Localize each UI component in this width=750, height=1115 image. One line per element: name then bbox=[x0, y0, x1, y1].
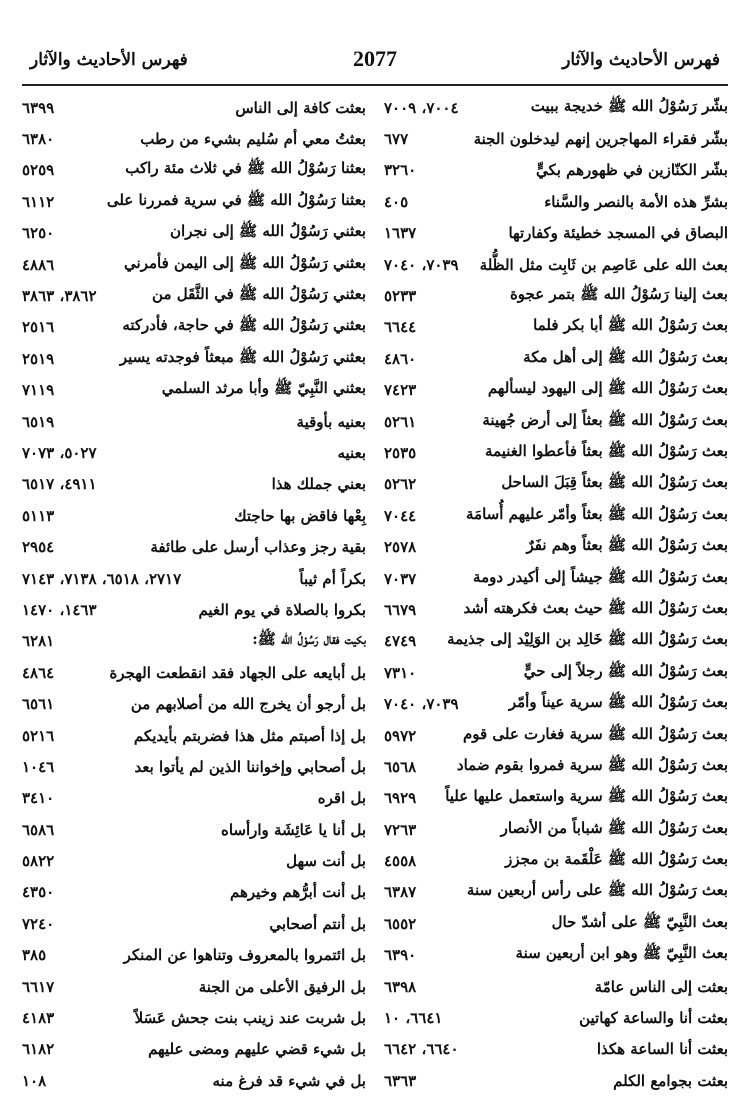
left-column bbox=[22, 92, 366, 1102]
entry-text: بعث رَسُوْلُ الله ﷺ أبا بكر فلما bbox=[533, 316, 728, 335]
index-entry bbox=[384, 783, 728, 814]
index-entry bbox=[384, 280, 728, 311]
index-entry bbox=[22, 92, 366, 123]
entry-text: بعني جملك هذا bbox=[271, 475, 366, 494]
index-entry bbox=[384, 563, 728, 594]
entry-reference-numbers: ٦٦٤٤ bbox=[384, 318, 417, 337]
entry-reference-numbers: ١٠٨ bbox=[22, 1071, 47, 1090]
index-entry bbox=[22, 720, 366, 751]
entry-reference-numbers: ٢٥٧٨ bbox=[384, 538, 417, 557]
entry-text: بعث رَسُوْلُ الله ﷺ إلى أهل مكة bbox=[523, 347, 728, 366]
entry-reference-numbers: ٥١١٣ bbox=[22, 506, 55, 525]
index-entry bbox=[384, 218, 728, 249]
entry-reference-numbers: ٦٥٨٦ bbox=[22, 820, 55, 839]
entry-reference-numbers: ١٤٦٣، ١٤٧٠ bbox=[22, 600, 97, 619]
entry-text: بل إذا أصبتم مثل هذا فضربتم بأيديكم bbox=[133, 726, 366, 745]
index-entry bbox=[22, 312, 366, 343]
entry-text: بل في شيء قد فرغ منه bbox=[212, 1071, 366, 1090]
entry-reference-numbers: ٧١١٩ bbox=[22, 381, 55, 400]
index-entry bbox=[22, 783, 366, 814]
index-entry bbox=[384, 971, 728, 1002]
entry-reference-numbers: ٧٤٢٣ bbox=[384, 381, 417, 400]
entry-text: بل أنا يا عَائِشَة وارأساه bbox=[220, 820, 366, 839]
entry-reference-numbers: ٢٥١٦ bbox=[22, 318, 55, 337]
index-entry bbox=[22, 908, 366, 939]
entry-reference-numbers: ٦١١٢ bbox=[22, 192, 55, 211]
entry-text: بعث النَّبِيّ ﷺ وهو ابن أربعين سنة bbox=[515, 944, 728, 963]
entry-reference-numbers: ٦٣٩٠ bbox=[384, 946, 417, 965]
entry-reference-numbers: ٢٥٣٥ bbox=[384, 443, 417, 462]
index-entry bbox=[22, 155, 366, 186]
entry-text: بعثت أنا الساعة هكذا bbox=[596, 1040, 728, 1059]
entry-text: بعثت إلى الناس عامّة bbox=[594, 977, 728, 996]
index-entry bbox=[384, 657, 728, 688]
entry-text: بقية رجز وعذاب أرسل على طائفة bbox=[150, 538, 366, 557]
index-entry bbox=[384, 1002, 728, 1033]
index-entry bbox=[22, 971, 366, 1002]
entry-text: بل اقره bbox=[317, 789, 366, 808]
index-entry bbox=[22, 123, 366, 154]
entry-reference-numbers: ٤٨٦٠ bbox=[384, 349, 417, 368]
index-entry bbox=[22, 186, 366, 217]
index-entry bbox=[384, 626, 728, 657]
index-entry bbox=[22, 594, 366, 625]
entry-reference-numbers: ٧٢٦٣ bbox=[384, 820, 417, 839]
index-entry bbox=[384, 531, 728, 562]
index-entry bbox=[22, 469, 366, 500]
entry-text: بل الرفيق الأعلى من الجنة bbox=[198, 977, 366, 996]
entry-text: بعث الله على عَاصِم بن ثَابِت مثل الظُّلة bbox=[479, 255, 728, 274]
index-entry bbox=[384, 720, 728, 751]
entry-reference-numbers: ١٦٣٧ bbox=[384, 224, 417, 243]
index-entry bbox=[384, 469, 728, 500]
entry-reference-numbers: ٣٢٦٠ bbox=[384, 161, 417, 180]
entry-text: بعنيه bbox=[337, 443, 366, 462]
running-title-right: فهرس الأحاديث والآثار bbox=[562, 50, 720, 70]
entry-reference-numbers: ٤٣٥٠ bbox=[22, 883, 55, 902]
entry-reference-numbers: ٥٩٧٢ bbox=[384, 726, 417, 745]
entry-reference-numbers: ٥٢٦٢ bbox=[384, 475, 417, 494]
index-entry bbox=[384, 123, 728, 154]
entry-reference-numbers: ٤٩١١، ٦٥١٧ bbox=[22, 475, 97, 494]
index-entry bbox=[384, 343, 728, 374]
entry-text: بعث رَسُوْلُ الله ﷺ سرية فمروا بقوم ضماد bbox=[456, 755, 728, 774]
index-entry bbox=[22, 1065, 366, 1096]
entry-text: بشّر فقراء المهاجرين إنهم ليدخلون الجنة bbox=[473, 130, 728, 149]
entry-reference-numbers: ٥٢١٦ bbox=[22, 726, 55, 745]
index-entry bbox=[384, 375, 728, 406]
entry-text: بشرِّ هذه الأمة بالنصر والسَّناء bbox=[544, 192, 728, 211]
entry-text: بعثنا رَسُوْلُ الله ﷺ في ثلاث مئة راكب bbox=[125, 159, 366, 178]
entry-reference-numbers: ٣٨٦٢، ٣٨٦٣ bbox=[22, 287, 97, 306]
entry-text: بل أنتم أصحابي bbox=[269, 914, 366, 933]
entry-text: بعث رَسُوْلُ الله ﷺ عَلْقَمة بن مجزز bbox=[505, 850, 728, 869]
index-entry bbox=[22, 626, 366, 657]
index-entry bbox=[22, 280, 366, 311]
entry-text: بعثني رَسُوْلُ الله ﷺ إلى نجران bbox=[170, 222, 366, 241]
page-number: 2077 bbox=[353, 46, 397, 71]
index-entry bbox=[384, 845, 728, 876]
entry-reference-numbers: ٦٥٥٢ bbox=[384, 914, 417, 933]
entry-text: بكروا بالصلاة في يوم الغيم bbox=[198, 600, 366, 619]
entry-text: بل شربت عند زينب بنت جحش عَسَلاً bbox=[134, 1009, 366, 1028]
entry-reference-numbers: ٦٥١٩ bbox=[22, 412, 55, 431]
entry-text: بعث رَسُوْلُ الله ﷺ سرية عيناً وأمّر bbox=[508, 693, 728, 712]
index-columns bbox=[22, 92, 728, 1102]
index-entry bbox=[22, 218, 366, 249]
entry-reference-numbers: ٥٢٦١ bbox=[384, 412, 417, 431]
entry-text: بعثني رَسُوْلُ الله ﷺ في الثَّقَل من bbox=[152, 285, 366, 304]
entry-text: بعث رَسُوْلُ الله ﷺ بعثاً وأمّر عليهم أُسامَة bbox=[466, 504, 728, 523]
entry-reference-numbers: ٢٥١٩ bbox=[22, 349, 55, 368]
entry-text: بعث رَسُوْلُ الله ﷺ حيث بعث فكرهته أشد bbox=[463, 598, 728, 617]
entry-text: بعث رَسُوْلُ الله ﷺ سرية فغارت على قوم bbox=[462, 724, 728, 743]
index-entry bbox=[384, 688, 728, 719]
index-entry bbox=[384, 751, 728, 782]
entry-text: بعث رَسُوْلُ الله ﷺ بعثاً إلى أرض جُهينة bbox=[482, 410, 728, 429]
entry-reference-numbers: ٧٢٤٠ bbox=[22, 914, 55, 933]
entry-text: بل أبايعه على الجهاد فقد انقطعت الهجرة bbox=[109, 663, 366, 682]
index-entry bbox=[22, 751, 366, 782]
index-entry bbox=[22, 1034, 366, 1065]
entry-reference-numbers: ٦١٨٢ bbox=[22, 1040, 55, 1059]
entry-text: بشّر الكنّازين في ظهورهم بكيٍّ bbox=[535, 161, 728, 180]
index-entry bbox=[22, 437, 366, 468]
right-column bbox=[384, 92, 728, 1102]
index-entry bbox=[22, 531, 366, 562]
entry-text: بل أرجو أن يخرج الله من أصلابهم من bbox=[130, 695, 366, 714]
entry-reference-numbers: ٦٥٦٨ bbox=[384, 757, 417, 776]
entry-text: بكيت فقال رَسُوْلُ الله ﷺ: bbox=[252, 630, 366, 649]
entry-text: بعثت أنا والساعة كهاتين bbox=[579, 1009, 728, 1028]
index-entry bbox=[22, 657, 366, 688]
entry-text: بعث رَسُوْلُ الله ﷺ بعثاً قِبَلَ الساحل bbox=[501, 473, 728, 492]
entry-text: بعث رَسُوْلُ الله ﷺ جيشاً إلى أكيدر دومة bbox=[473, 567, 728, 586]
entry-text: بكراً أم ثيباً bbox=[299, 569, 366, 588]
entry-text: بعثت كافة إلى الناس bbox=[235, 98, 366, 117]
entry-text: بعثتُ معي أم سُليم بشيء من رطب bbox=[140, 130, 366, 149]
entry-text: بل شيء قضي عليهم ومضى عليهم bbox=[148, 1040, 366, 1059]
index-entry bbox=[384, 406, 728, 437]
entry-text: بعثني النَّبِيّ ﷺ وأبا مرثد السلمي bbox=[161, 379, 366, 398]
entry-reference-numbers: ٧٠٤٤ bbox=[384, 506, 417, 525]
index-entry bbox=[384, 249, 728, 280]
index-entry bbox=[22, 343, 366, 374]
index-entry bbox=[384, 312, 728, 343]
index-entry bbox=[384, 186, 728, 217]
entry-text: بعث رَسُوْلُ الله ﷺ على رأس أربعين سنة bbox=[466, 881, 728, 900]
entry-reference-numbers: ٤١٨٣ bbox=[22, 1009, 55, 1028]
entry-text: بل أنت أبرُّهم وخيرهم bbox=[230, 883, 366, 902]
entry-text: بل ائتمروا بالمعروف وتناهوا عن المنكر bbox=[123, 946, 366, 965]
entry-reference-numbers: ٦٦٤٠، ٦٦٤٢ bbox=[384, 1040, 459, 1059]
entry-reference-numbers: ٥٢٥٩ bbox=[22, 161, 55, 180]
entry-reference-numbers: ٤٧٤٩ bbox=[384, 632, 417, 651]
entry-reference-numbers: ٦٧٧ bbox=[384, 130, 409, 149]
entry-reference-numbers: ٣٤١٠ bbox=[22, 789, 55, 808]
entry-reference-numbers: ٦٣٩٨ bbox=[384, 977, 417, 996]
entry-reference-numbers: ٤٨٦٤ bbox=[22, 663, 55, 682]
running-title-left: فهرس الأحاديث والآثار bbox=[30, 50, 188, 70]
entry-reference-numbers: ٦٦١٧ bbox=[22, 977, 55, 996]
entry-text: بل أنت سهل bbox=[286, 852, 366, 871]
index-entry bbox=[384, 1034, 728, 1065]
entry-text: بِعْها فاقض بها حاجتك bbox=[234, 506, 366, 525]
index-entry bbox=[22, 1002, 366, 1033]
entry-reference-numbers: ٤٨٨٦ bbox=[22, 255, 55, 274]
entry-reference-numbers: ٧٣١٠ bbox=[384, 663, 417, 682]
entry-text: بعثنا رَسُوْلُ الله ﷺ في سرية فمررنا على bbox=[106, 190, 366, 209]
entry-text: بعث النَّبِيّ ﷺ على أشدّ حال bbox=[551, 912, 728, 931]
entry-reference-numbers: ٥٠٢٧، ٧٠٧٣ bbox=[22, 443, 97, 462]
entry-text: بل أصحابي وإخواننا الذين لم يأتوا بعد bbox=[134, 757, 366, 776]
entry-reference-numbers: ٧٠٠٤، ٧٠٠٩ bbox=[384, 98, 459, 117]
entry-reference-numbers: ٥٨٢٢ bbox=[22, 852, 55, 871]
entry-reference-numbers: ٦٦٧٩ bbox=[384, 600, 417, 619]
index-entry bbox=[384, 814, 728, 845]
entry-reference-numbers: ٦٢٨١ bbox=[22, 632, 55, 651]
index-entry bbox=[22, 688, 366, 719]
entry-reference-numbers: ١٠٤٦ bbox=[22, 757, 55, 776]
index-entry bbox=[22, 877, 366, 908]
entry-reference-numbers: ٥٢٣٣ bbox=[384, 287, 417, 306]
entry-text: بشّر رَسُوْلُ الله ﷺ خديجة ببيت bbox=[530, 96, 728, 115]
index-entry bbox=[22, 249, 366, 280]
entry-text: بعثت بجوامع الكلم bbox=[613, 1071, 728, 1090]
entry-text: بعثني رَسُوْلُ الله ﷺ مبعثاً فوجدته يسير bbox=[119, 347, 366, 366]
entry-text: بعث رَسُوْلُ الله ﷺ رجلاً إلى حيٍّ bbox=[523, 661, 728, 680]
entry-reference-numbers: ٧٠٣٧ bbox=[384, 569, 417, 588]
index-entry bbox=[22, 814, 366, 845]
entry-text: بعث إلينا رَسُوْلُ الله ﷺ بتمر عجوة bbox=[509, 285, 728, 304]
entry-text: بعث رَسُوْلُ الله ﷺ شباباً من الأنصار bbox=[500, 818, 728, 837]
entry-text: بعث رَسُوْلُ الله ﷺ خَالِد بن الوَلِيْد إلى جذيمة bbox=[447, 630, 728, 649]
index-entry bbox=[22, 845, 366, 876]
entry-text: بعث رَسُوْلُ الله ﷺ بعثاً وهم نفَرٌ bbox=[526, 536, 728, 555]
index-entry bbox=[22, 563, 366, 594]
entry-reference-numbers: ٧٠٣٩، ٧٠٤٠ bbox=[384, 255, 459, 274]
index-entry bbox=[384, 500, 728, 531]
entry-reference-numbers: ٤٥٥٨ bbox=[384, 852, 417, 871]
entry-reference-numbers: ٦٥٦١ bbox=[22, 695, 55, 714]
index-entry bbox=[384, 908, 728, 939]
entry-reference-numbers: ٢٧١٧، ٦٥١٨، ٧١٣٨، ٧١٤٣ bbox=[22, 569, 182, 588]
entry-text: البصاق في المسجد خطيئة وكفارتها bbox=[508, 224, 728, 243]
entry-reference-numbers: ٣٨٥ bbox=[22, 946, 47, 965]
index-entry bbox=[384, 1065, 728, 1096]
entry-text: بعث رَسُوْلُ الله ﷺ بعثاً فأعطوا الغنيمة bbox=[485, 441, 728, 460]
index-entry bbox=[384, 437, 728, 468]
entry-reference-numbers: ٦٦٤١، ١٠ bbox=[384, 1009, 443, 1028]
entry-reference-numbers: ٤٠٥ bbox=[384, 192, 409, 211]
index-entry bbox=[22, 940, 366, 971]
index-entry bbox=[384, 92, 728, 123]
entry-text: بعنيه بأوقية bbox=[296, 412, 366, 431]
entry-reference-numbers: ٦٣٨٧ bbox=[384, 883, 417, 902]
page-header bbox=[22, 40, 728, 86]
entry-text: بعثني رَسُوْلُ الله ﷺ إلى اليمن فأمرني bbox=[124, 253, 366, 272]
index-entry bbox=[384, 155, 728, 186]
entry-reference-numbers: ٢٩٥٤ bbox=[22, 538, 55, 557]
index-entry bbox=[22, 375, 366, 406]
index-entry bbox=[384, 877, 728, 908]
index-entry bbox=[384, 940, 728, 971]
entry-reference-numbers: ٦٩٢٩ bbox=[384, 789, 417, 808]
entry-reference-numbers: ٦٢٥٠ bbox=[22, 224, 55, 243]
entry-text: بعثني رَسُوْلُ الله ﷺ في حاجة، فأدركته bbox=[122, 316, 366, 335]
entry-text: بعث رَسُوْلُ الله ﷺ إلى اليهود ليسألهم bbox=[487, 379, 728, 398]
entry-reference-numbers: ٧٠٣٩، ٧٠٤٠ bbox=[384, 695, 459, 714]
entry-reference-numbers: ٦٣٩٩ bbox=[22, 98, 55, 117]
index-entry bbox=[384, 594, 728, 625]
index-entry bbox=[22, 500, 366, 531]
entry-text: بعث رَسُوْلُ الله ﷺ سرية واستعمل عليها علياً bbox=[445, 787, 728, 806]
entry-reference-numbers: ٦٣٨٠ bbox=[22, 130, 55, 149]
index-entry bbox=[22, 406, 366, 437]
entry-reference-numbers: ٦٣٦٣ bbox=[384, 1071, 417, 1090]
